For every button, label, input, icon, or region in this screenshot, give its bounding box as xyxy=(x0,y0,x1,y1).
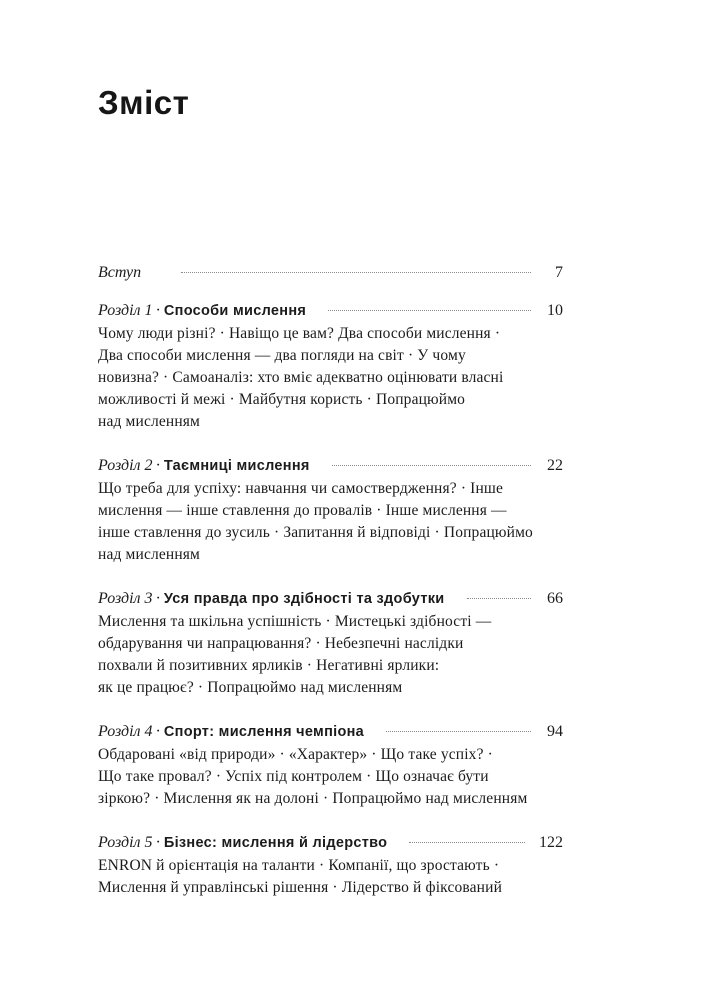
separator: · xyxy=(155,723,161,740)
toc-entry-head xyxy=(98,832,563,854)
toc-entry-chapter-1 xyxy=(98,300,563,433)
page-number: 66 xyxy=(547,590,563,607)
toc-entry-head xyxy=(98,721,563,743)
chapter-description: Обдаровані «від природи» · «Характер» · Що таке успіх? · Що таке провал? · Успіх під контролем · Що означає бути зіркою? · Мислення як на долоні · Попрацюймо над мисленням xyxy=(98,746,528,807)
dot-leader xyxy=(328,310,531,311)
dot-leader xyxy=(181,272,531,273)
chapter-description: ENRON й орієнтація на таланти · Компанії, що зростають · Мислення й управлінські рішення · Лідерство й фіксований xyxy=(98,857,503,896)
toc-entry-chapter-3 xyxy=(98,588,563,699)
page-number: 10 xyxy=(547,302,563,319)
toc-entry-head xyxy=(98,300,563,322)
page-number: 122 xyxy=(539,834,563,851)
toc-entry-chapter-4 xyxy=(98,721,563,810)
page-number: 7 xyxy=(555,264,563,281)
toc-entry-label xyxy=(98,588,445,610)
intro-label: Вступ xyxy=(98,264,142,281)
page-title: Зміст xyxy=(98,84,190,121)
chapter-number: Розділ 1 xyxy=(98,302,153,319)
chapter-title: Уся правда про здібності та здобутки xyxy=(163,591,445,607)
table-of-contents xyxy=(98,262,563,921)
chapter-number: Розділ 4 xyxy=(98,723,153,740)
chapter-title: Способи мислення xyxy=(163,303,307,319)
chapter-title: Спорт: мислення чемпіона xyxy=(163,724,365,740)
toc-entry-label xyxy=(98,300,306,322)
page-number: 94 xyxy=(547,723,563,740)
chapter-title: Бізнес: мислення й лідерство xyxy=(163,835,388,851)
dot-leader xyxy=(409,842,525,843)
separator: · xyxy=(155,302,161,319)
chapter-description: Що треба для успіху: навчання чи самоствердження? · Інше мислення — інше ставлення до провалів · Інше мислення — інше ставлення до зусиль · Запитання й відповіді · Попрацюймо над мисленням xyxy=(98,480,533,563)
chapter-number: Розділ 3 xyxy=(98,590,153,607)
toc-entry-label xyxy=(98,262,141,284)
dot-leader xyxy=(467,598,532,599)
chapter-number: Розділ 5 xyxy=(98,834,153,851)
chapter-number: Розділ 2 xyxy=(98,457,153,474)
dot-leader xyxy=(386,731,531,732)
toc-entry-chapter-5 xyxy=(98,832,563,899)
toc-entry-head xyxy=(98,455,563,477)
dot-leader xyxy=(332,465,531,466)
toc-entry-label xyxy=(98,721,364,743)
chapter-description: Мислення та шкільна успішність · Мистецькі здібності — обдарування чи напрацювання? · Небезпечні наслідки похвали й позитивних ярликів · Негативні ярлики: як це працює? · Попрацюймо над мисленням xyxy=(98,613,492,696)
toc-entry-head xyxy=(98,588,563,610)
separator: · xyxy=(155,834,161,851)
toc-entry-label xyxy=(98,455,310,477)
separator: · xyxy=(155,457,161,474)
toc-entry-label xyxy=(98,832,387,854)
page-number: 22 xyxy=(547,457,563,474)
separator: · xyxy=(155,590,161,607)
toc-entry-chapter-2 xyxy=(98,455,563,566)
chapter-title: Таємниці мислення xyxy=(163,458,310,474)
toc-entry-intro xyxy=(98,262,563,284)
toc-entry-head xyxy=(98,262,563,284)
chapter-description: Чому люди різні? · Навіщо це вам? Два способи мислення · Два способи мислення — два погляди на світ · У чому новизна? · Самоаналіз: хто вміє адекватно оцінювати власні можливості й межі · Майбутня користь · Попрацюймо над мисленням xyxy=(98,325,504,430)
